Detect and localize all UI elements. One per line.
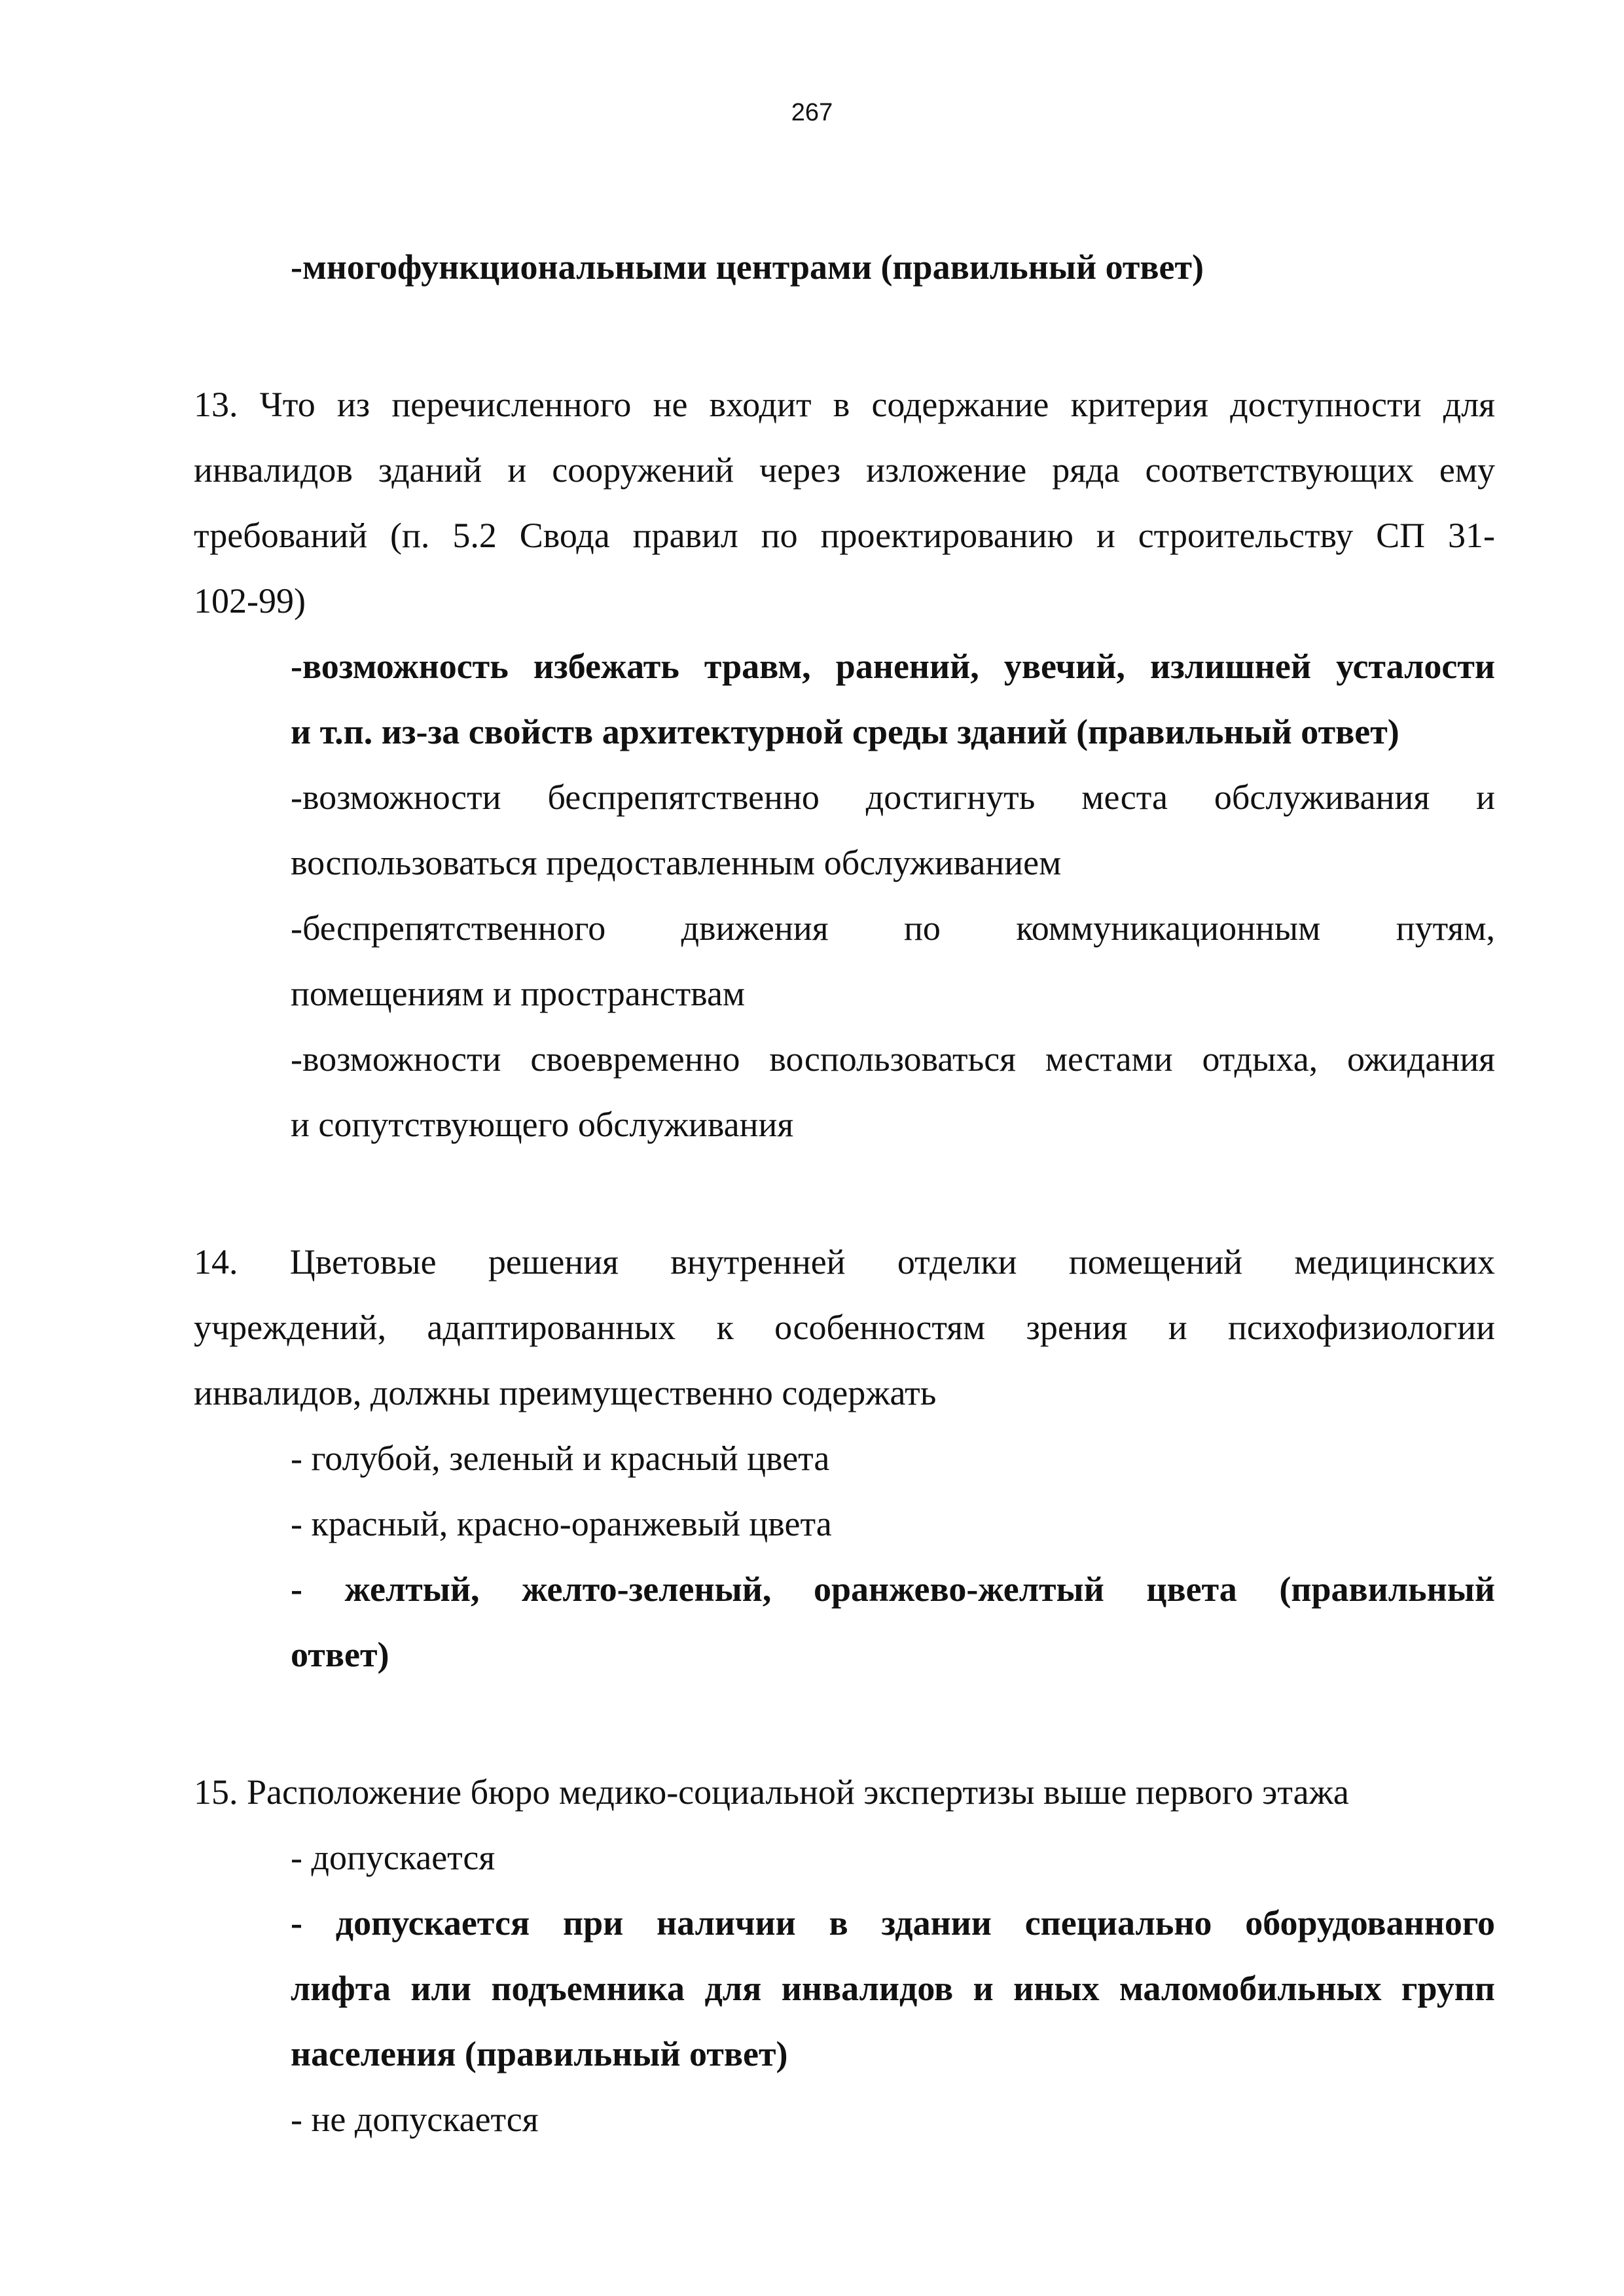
- option-line: воспользоваться предоставленным обслуживанием: [291, 843, 1062, 882]
- question-14-line: 14. Цветовые решения внутренней отделки помещений медицинских: [194, 1242, 1495, 1282]
- question-15-option-2: [194, 1890, 1495, 2087]
- option-line: и сопутствующего обслуживания: [291, 1105, 794, 1144]
- question-14-option-1: - голубой, зеленый и красный цвета: [291, 1439, 830, 1478]
- q12-correct-answer: -многофункциональными центрами (правильный ответ): [291, 247, 1204, 287]
- question-13-line: 13. Что из перечисленного не входит в содержание критерия доступности для: [194, 385, 1495, 424]
- option-line: лифта или подъемника для инвалидов и иных маломобильных групп: [291, 1969, 1495, 2008]
- question-13-option-1: [194, 634, 1495, 764]
- option-line: населения (правильный ответ): [291, 2034, 788, 2073]
- question-13-option-4: [194, 1026, 1495, 1157]
- option-line: ответ): [291, 1635, 389, 1674]
- question-14: [194, 1229, 1495, 1687]
- question-13: [194, 372, 1495, 1157]
- option-line: помещениям и пространствам: [291, 974, 746, 1013]
- option-line: -возможности своевременно воспользоваться местами отдыха, ожидания: [291, 1039, 1495, 1079]
- option-line: и т.п. из-за свойств архитектурной среды зданий (правильный ответ): [291, 712, 1399, 751]
- option-line: -возможность избежать травм, ранений, увечий, излишней усталости: [291, 647, 1495, 686]
- question-15-option-3: - не допускается: [291, 2100, 539, 2139]
- question-13-line: 102-99): [194, 581, 306, 620]
- option-line: -возможности беспрепятственно достигнуть места обслуживания и: [291, 778, 1495, 817]
- option-line: - допускается при наличии в здании специально оборудованного: [291, 1903, 1495, 1943]
- question-13-line: инвалидов зданий и сооружений через изложение ряда соответствующих ему: [194, 450, 1495, 490]
- page-content: [194, 234, 1495, 2152]
- question-13-option-2: [194, 764, 1495, 895]
- question-15-line: 15. Расположение бюро медико-социальной экспертизы выше первого этажа: [194, 1772, 1349, 1812]
- question-15-option-1: - допускается: [291, 1838, 496, 1877]
- question-15: [194, 1759, 1495, 2152]
- page-number: 267: [791, 99, 833, 126]
- question-14-option-3: [194, 1556, 1495, 1687]
- question-14-line: инвалидов, должны преимущественно содержать: [194, 1373, 937, 1412]
- question-13-option-3: [194, 895, 1495, 1026]
- option-line: - желтый, желто-зеленый, оранжево-желтый цвета (правильный: [291, 1570, 1495, 1609]
- option-line: -беспрепятственного движения по коммуникационным путям,: [291, 908, 1495, 948]
- question-14-line: учреждений, адаптированных к особенностям зрения и психофизиологии: [194, 1308, 1495, 1347]
- question-14-option-2: - красный, красно-оранжевый цвета: [291, 1504, 832, 1543]
- question-13-line: требований (п. 5.2 Свода правил по проектированию и строительству СП 31-: [194, 516, 1495, 555]
